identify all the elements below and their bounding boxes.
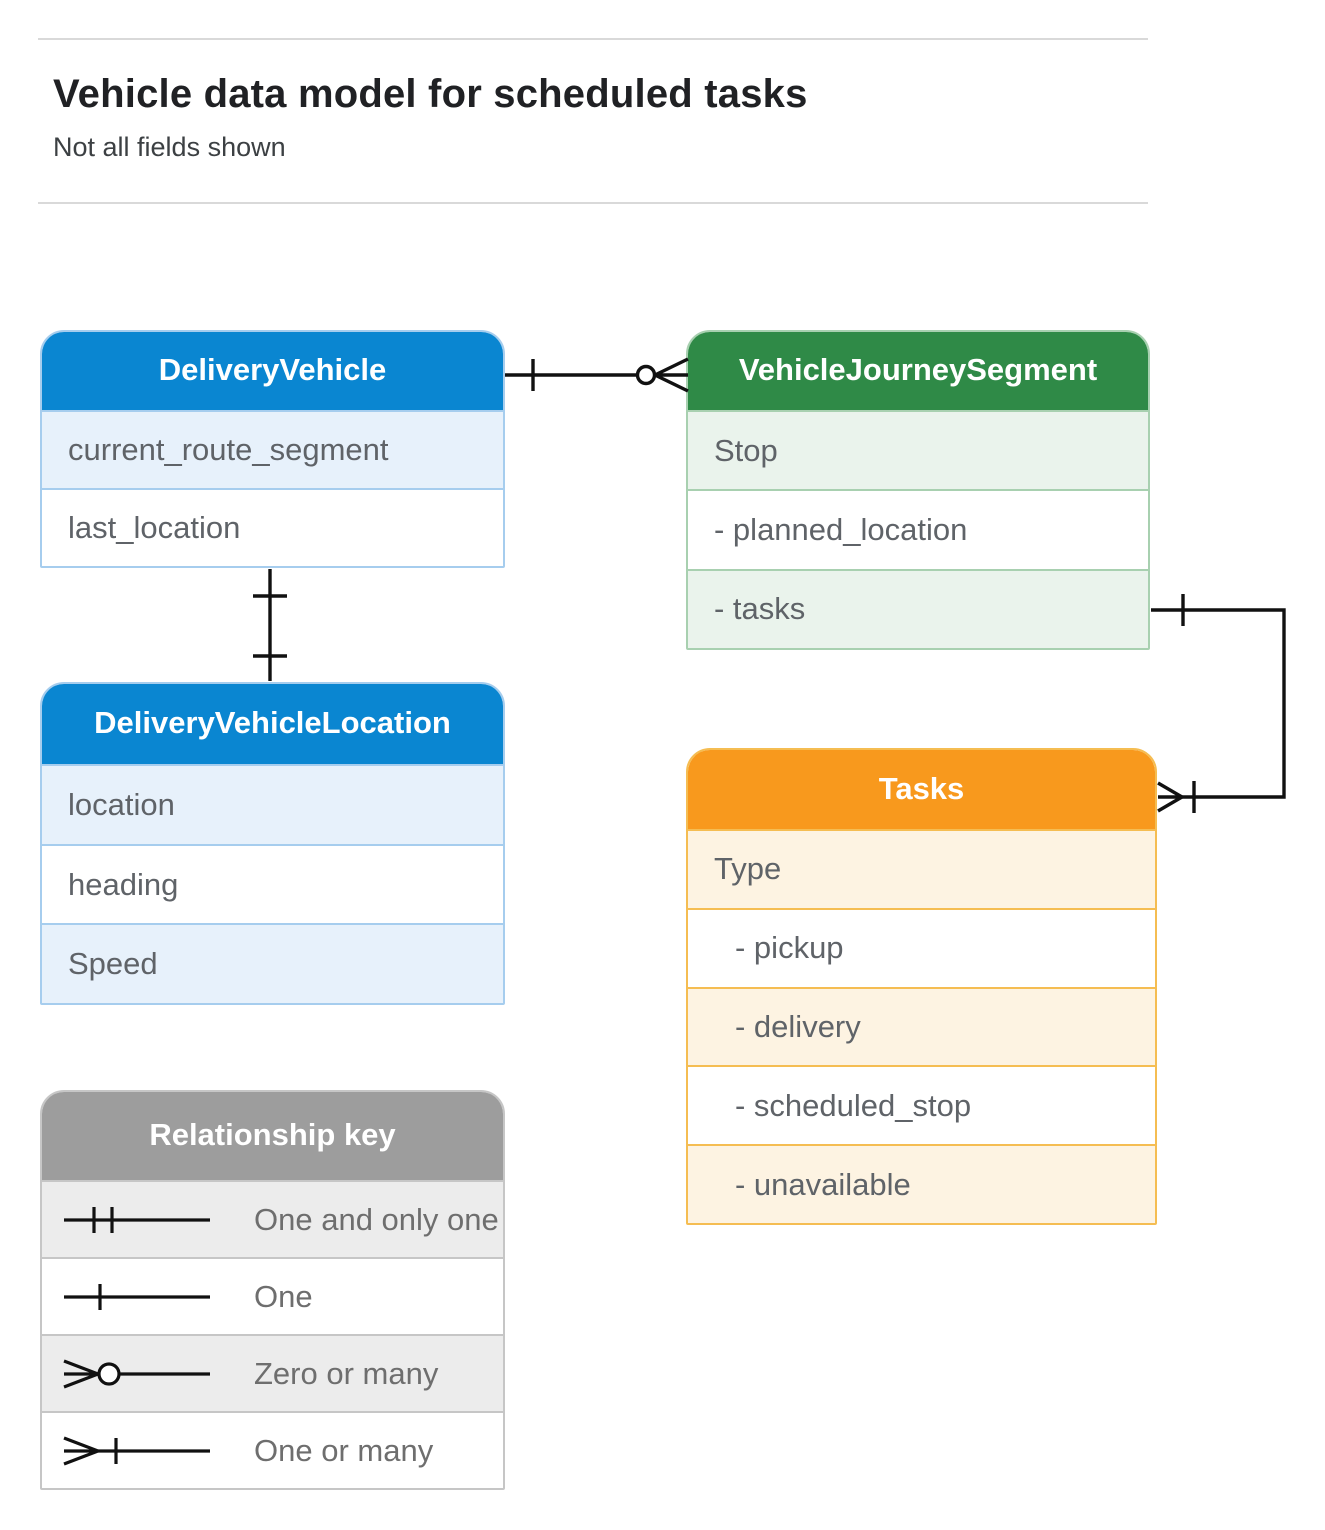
entity-title: VehicleJourneySegment [738,352,1098,387]
page-title: Vehicle data model for scheduled tasks [53,72,808,116]
entity-header-delivery-vehicle [40,330,505,410]
entity-header-tasks [686,748,1157,829]
field-row [42,844,503,924]
field-label: Speed [68,946,158,982]
field-label: - scheduled_stop [735,1087,972,1123]
field-row [688,1144,1155,1223]
field-row [688,569,1148,648]
entity-delivery-vehicle-location [40,682,505,1005]
key-row-one-or-many [42,1411,503,1488]
entity-title: Tasks [878,770,965,806]
field-label: current_route_segment [68,432,389,467]
field-row [42,488,503,566]
relationship-key-header [40,1090,505,1180]
field-label: - unavailable [735,1166,911,1202]
one-and-only-one-icon [60,1198,220,1242]
key-row-one-and-only-one [42,1180,503,1257]
one-or-many-icon [60,1429,220,1473]
connector-deliveryvehicle-deliveryvehiclelocation [253,569,287,681]
entity-vehicle-journey-segment [686,330,1150,650]
page-subtitle: Not all fields shown [53,132,286,162]
field-row [42,410,503,488]
field-row [688,410,1148,489]
relationship-key-title: Relationship key [149,1117,396,1152]
divider-top [38,38,1148,40]
entity-header-delivery-vehicle-location [40,682,505,764]
key-label: One and only one [254,1201,499,1237]
entity-tasks [686,748,1157,1225]
connector-deliveryvehicle-vehiclejourneysegment [505,359,688,391]
key-label: One [254,1278,313,1314]
key-label: Zero or many [254,1355,439,1391]
divider-bottom [38,202,1148,204]
field-row [42,764,503,844]
key-row-zero-or-many [42,1334,503,1411]
field-label: heading [68,866,179,902]
field-label: Stop [714,432,778,468]
entity-title: DeliveryVehicleLocation [94,705,451,740]
zero-or-many-icon [60,1352,220,1396]
field-label: Type [714,851,782,887]
field-row [688,987,1155,1066]
field-row [688,829,1155,908]
field-row [688,1065,1155,1144]
field-label: last_location [68,510,241,545]
entity-title: DeliveryVehicle [158,352,387,387]
field-row [688,908,1155,987]
field-label: - planned_location [714,511,968,547]
key-row-one [42,1257,503,1334]
field-label: - delivery [735,1008,861,1044]
field-label: - pickup [735,930,844,966]
field-label: - tasks [714,591,806,627]
field-row [688,489,1148,568]
key-label: One or many [254,1432,434,1468]
relationship-key [40,1090,505,1490]
field-row [42,923,503,1003]
entity-header-vehicle-journey-segment [686,330,1150,410]
one-icon [60,1275,220,1319]
entity-delivery-vehicle [40,330,505,568]
connector-vehiclejourneysegment-tasks [1151,594,1284,813]
field-label: location [68,786,175,822]
